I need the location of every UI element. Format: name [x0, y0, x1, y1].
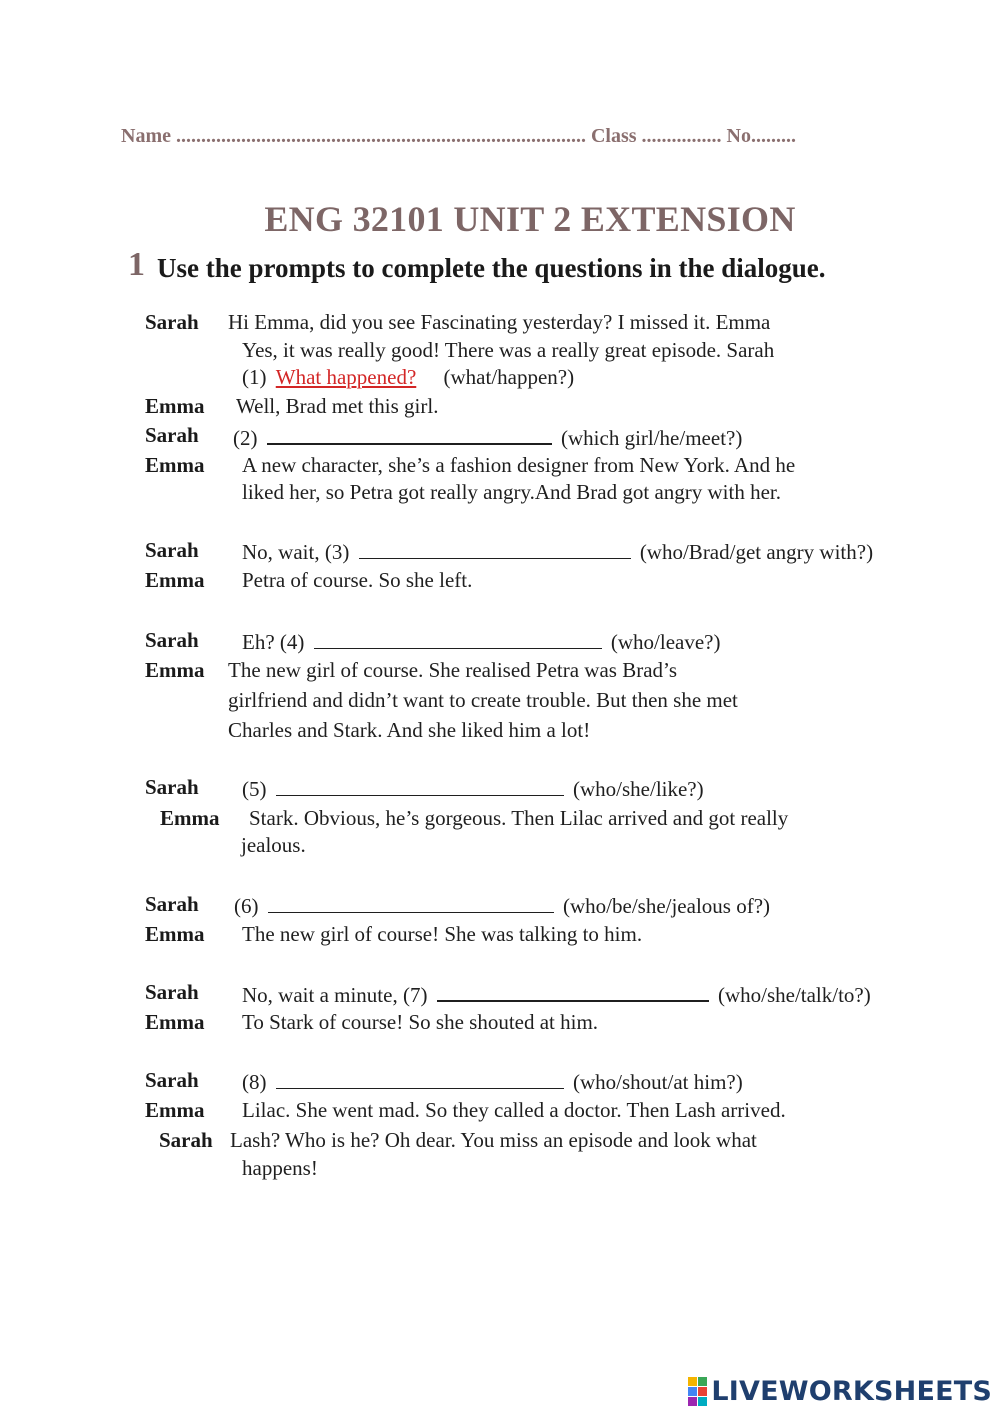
answer-field-4[interactable]: [314, 628, 602, 649]
speaker-sarah: Sarah: [145, 628, 199, 652]
speaker-emma: Emma: [145, 658, 205, 682]
logo-mark-icon: [688, 1377, 707, 1406]
dialogue-line: Lilac. She went mad. So they called a doctor. Then Lash arrived.: [242, 1098, 786, 1122]
speaker-sarah: Sarah: [159, 1128, 213, 1152]
speaker-emma: Emma: [145, 922, 205, 946]
answer-field-1[interactable]: What happened?: [275, 365, 417, 389]
logo-text: LIVEWORKSHEETS: [711, 1376, 992, 1407]
question-4: [242, 628, 721, 655]
answer-field-8[interactable]: [276, 1068, 564, 1089]
dialogue-line: Lash? Who is he? Oh dear. You miss an episode and look what: [230, 1128, 757, 1152]
question-8: [242, 1068, 743, 1095]
liveworksheets-logo[interactable]: [688, 1376, 992, 1407]
answer-field-5[interactable]: [276, 775, 564, 796]
question-number: (8): [242, 1070, 267, 1094]
answer-field-7[interactable]: [437, 980, 709, 1002]
dialogue-line: Stark. Obvious, he’s gorgeous. Then Lilac arrived and got really: [249, 806, 789, 830]
dialogue-line: liked her, so Petra got really angry.And Brad got angry with her.: [242, 480, 781, 504]
dialogue-line: Well, Brad met this girl.: [236, 394, 439, 418]
speaker-emma: Emma: [145, 394, 205, 418]
dialogue-line: Charles and Stark. And she liked him a lot!: [228, 718, 591, 742]
speaker-emma: Emma: [145, 1098, 205, 1122]
question-1: [242, 365, 574, 390]
question-prompt: (who/Brad/get angry with?): [639, 540, 874, 564]
question-7: [242, 980, 871, 1008]
dialogue-line: Yes, it was really good! There was a really great episode. Sarah: [242, 338, 775, 362]
answer-field-6[interactable]: [268, 892, 554, 913]
dialogue-line: girlfriend and didn’t want to create trouble. But then she met: [228, 688, 738, 712]
dialogue-line: The new girl of course! She was talking to him.: [242, 922, 643, 946]
question-prompt: (who/be/she/jealous of?): [563, 894, 771, 918]
question-6: [234, 892, 770, 919]
answer-field-3[interactable]: [359, 538, 631, 559]
question-number: No, wait, (3): [242, 540, 350, 564]
question-prompt: (who/she/talk/to?): [717, 983, 871, 1007]
question-prompt: (who/leave?): [610, 630, 721, 654]
question-number: (6): [234, 894, 259, 918]
question-number: (1): [242, 365, 267, 389]
question-number: (2): [233, 426, 258, 450]
dialogue-line: A new character, she’s a fashion designer from New York. And he: [242, 453, 796, 477]
question-prompt: (who/she/like?): [573, 777, 704, 801]
answer-field-2[interactable]: [267, 423, 552, 445]
dialogue-line: Hi Emma, did you see Fascinating yesterday? I missed it. Emma: [228, 310, 771, 334]
dialogue-line: happens!: [242, 1156, 318, 1180]
question-number: (5): [242, 777, 267, 801]
task-number: 1: [128, 246, 145, 283]
question-prompt: (who/shout/at him?): [573, 1070, 743, 1094]
question-prompt: (what/happen?): [443, 365, 575, 389]
dialogue-line: jealous.: [241, 833, 306, 857]
speaker-emma: Emma: [145, 568, 205, 592]
question-2: [233, 423, 742, 451]
question-number: No, wait a minute, (7): [242, 983, 428, 1007]
name-class-no-line: Name .................................................................................. Class ................ No.........: [121, 125, 796, 147]
dialogue-line: To Stark of course! So she shouted at him.: [242, 1010, 599, 1034]
speaker-sarah: Sarah: [145, 538, 199, 562]
speaker-emma: Emma: [145, 1010, 205, 1034]
dialogue-line: Petra of course. So she left.: [242, 568, 473, 592]
speaker-sarah: Sarah: [145, 310, 199, 334]
speaker-sarah: Sarah: [145, 1068, 199, 1092]
question-number: Eh? (4): [242, 630, 305, 654]
question-prompt: (which girl/he/meet?): [561, 426, 743, 450]
task-instruction: Use the prompts to complete the questions in the dialogue.: [157, 253, 826, 283]
dialogue-line: The new girl of course. She realised Petra was Brad’s: [228, 658, 678, 682]
question-5: [242, 775, 704, 802]
page-title: ENG 32101 UNIT 2 EXTENSION: [264, 199, 796, 239]
speaker-sarah: Sarah: [145, 423, 199, 447]
question-3: [242, 538, 873, 565]
speaker-sarah: Sarah: [145, 980, 199, 1004]
speaker-sarah: Sarah: [145, 775, 199, 799]
speaker-sarah: Sarah: [145, 892, 199, 916]
speaker-emma: Emma: [160, 806, 220, 830]
speaker-emma: Emma: [145, 453, 205, 477]
